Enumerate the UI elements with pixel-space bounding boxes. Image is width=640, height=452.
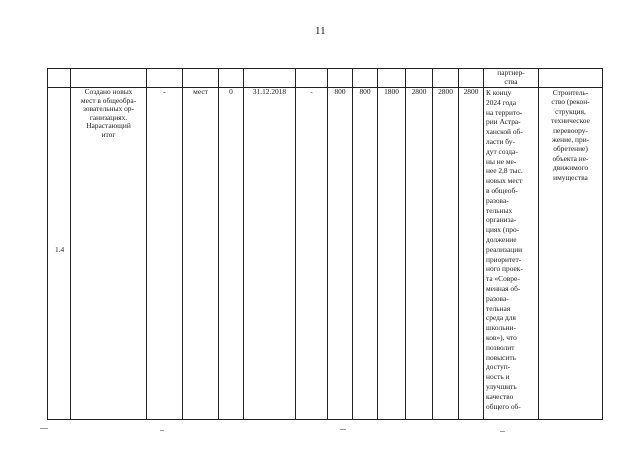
value-cell: 2800 xyxy=(463,87,479,96)
value-cell: 2800 xyxy=(411,87,427,96)
indicators-table xyxy=(47,68,603,420)
cell-dash: - xyxy=(310,87,313,96)
column-border xyxy=(146,68,147,420)
column-border xyxy=(458,68,459,420)
column-border xyxy=(405,68,406,420)
column-border xyxy=(327,68,328,420)
column-border xyxy=(377,68,378,420)
row-number: 1.4 xyxy=(55,245,65,254)
unit-cell: мест xyxy=(193,87,208,96)
cell-dash: - xyxy=(163,87,166,96)
prev-row-partnership-text: партнер- ства xyxy=(497,68,525,86)
scan-speck xyxy=(500,431,505,432)
value-cell: 1800 xyxy=(384,87,399,96)
base-date-cell: 31.12.2018 xyxy=(252,87,287,96)
value-cell: 800 xyxy=(334,87,346,96)
expected-result-text: К концу 2024 года на террито- рии Астра- ханской об- ласти бу- дут созда- ны не ме- нее 2,8 тыс. новых мест в общеоб- разова- тельных организа- циях (про- должение реализации приоритет- ного проек- та «Совре- менная об- разова- тельная среда для школьни- ков»), что позволит повысить доступ- ность и улучшить качество общего об- xyxy=(486,88,523,411)
measures-text: Строитель- ство (рекон- струкция, техническое перевоору- жение, при- обретение) объекта не- движимого имущества xyxy=(551,88,590,182)
scan-speck xyxy=(340,429,346,430)
base-value-cell: 0 xyxy=(229,87,233,96)
indicator-name: Создано новых мест в общеобра- зовательных ор- ганизациях. Нарастающий итог xyxy=(80,87,137,139)
column-border xyxy=(352,68,353,420)
page-number: 11 xyxy=(315,25,326,37)
value-cell: 800 xyxy=(359,87,371,96)
column-border xyxy=(218,68,219,420)
column-border xyxy=(243,68,244,420)
column-border xyxy=(295,68,296,420)
column-border xyxy=(602,68,603,420)
scan-speck xyxy=(40,428,48,429)
table-bottom-border xyxy=(47,419,603,420)
column-border xyxy=(432,68,433,420)
column-border xyxy=(483,68,484,420)
scan-speck xyxy=(160,430,164,431)
column-border xyxy=(47,68,48,420)
column-border xyxy=(182,68,183,420)
value-cell: 2800 xyxy=(438,87,453,96)
